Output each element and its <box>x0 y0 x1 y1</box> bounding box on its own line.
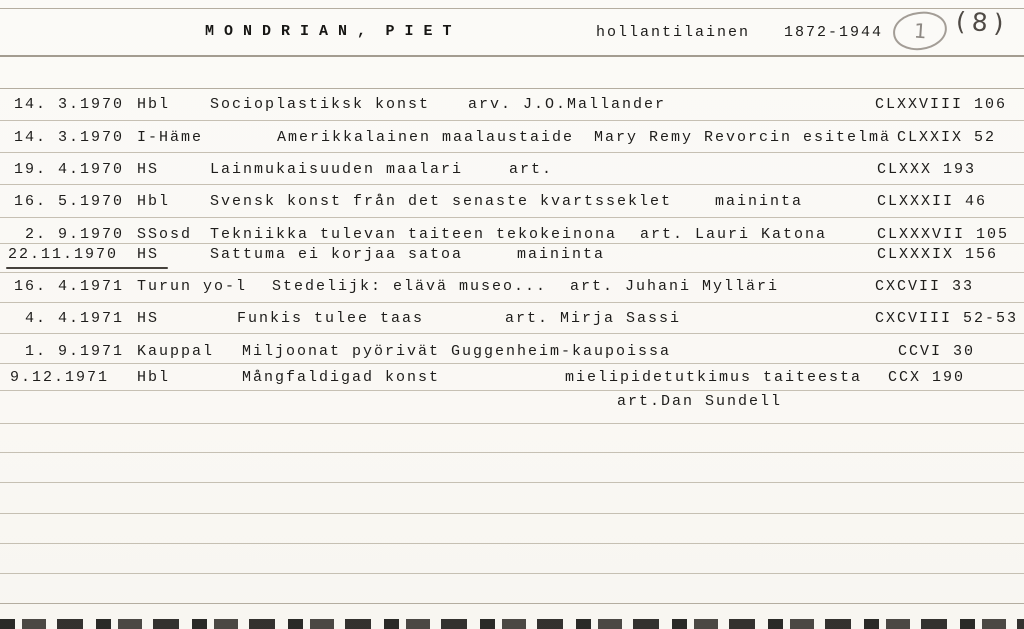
entry-note: Mary Remy Revorcin esitelmä <box>594 129 892 146</box>
card-title: M O N D R I A N , P I E T <box>205 23 453 40</box>
entry-source: HS <box>137 161 160 178</box>
ruled-line <box>0 603 1024 604</box>
entry-title: Funkis tulee taas <box>237 310 425 327</box>
circled-card-number <box>891 9 949 52</box>
ruled-line <box>0 8 1024 9</box>
ruled-line <box>0 333 1024 334</box>
entry-note: maininta <box>517 246 606 263</box>
ruled-line <box>0 573 1024 574</box>
entry-ref: CXCVIII 52-53 <box>875 310 1019 327</box>
scan-bottom-edge <box>0 619 1024 629</box>
entry-note: art. Juhani Mylläri <box>570 278 780 295</box>
ruled-line <box>0 88 1024 89</box>
ruled-line <box>0 55 1024 57</box>
entry-continuation: art.Dan Sundell <box>617 393 783 410</box>
ruled-line <box>0 184 1024 185</box>
ruled-line <box>0 452 1024 453</box>
entry-date: 16. 5.1970 <box>14 193 125 210</box>
entry-date: 19. 4.1970 <box>14 161 125 178</box>
ruled-line <box>0 543 1024 544</box>
entry-ref: CXCVII 33 <box>875 278 975 295</box>
ruled-line <box>0 302 1024 303</box>
entry-ref: CLXXXVII 105 <box>877 226 1010 243</box>
entry-title: Stedelijk: elävä museo... <box>272 278 548 295</box>
entry-note: arv. J.O.Mallander <box>468 96 667 113</box>
ruled-line <box>0 243 1024 244</box>
entry-date: 1. 9.1971 <box>25 343 125 360</box>
entry-title: Lainmukaisuuden maalari <box>210 161 464 178</box>
ruled-line <box>0 482 1024 483</box>
ruled-line <box>0 390 1024 391</box>
entry-source: Kauppal <box>137 343 215 360</box>
handwritten-underline <box>6 267 168 269</box>
ruled-line <box>0 217 1024 218</box>
entry-date: 2. 9.1970 <box>25 226 125 243</box>
entry-ref: CLXXIX 52 <box>897 129 997 146</box>
entry-date: 9.12.1971 <box>10 369 110 386</box>
ruled-line <box>0 513 1024 514</box>
entry-date: 4. 4.1971 <box>25 310 125 327</box>
entry-source: Turun yo-l <box>137 278 248 295</box>
ruled-line <box>0 272 1024 273</box>
entry-title: Sattuma ei korjaa satoa <box>210 246 464 263</box>
entry-source: HS <box>137 246 160 263</box>
entry-ref: CCX 190 <box>888 369 966 386</box>
entry-source: I-Häme <box>137 129 204 146</box>
ruled-line <box>0 363 1024 364</box>
ruled-line <box>0 423 1024 424</box>
card-nationality: hollantilainen <box>596 24 751 41</box>
entry-ref: CLXXVIII 106 <box>875 96 1008 113</box>
ruled-line <box>0 152 1024 153</box>
entry-date: 14. 3.1970 <box>14 129 125 146</box>
entry-ref: CLXXXII 46 <box>877 193 988 210</box>
entry-ref: CCVI 30 <box>898 343 976 360</box>
entry-source: SSosd <box>137 226 193 243</box>
entry-title: Miljoonat pyörivät Guggenheim-kaupoissa <box>242 343 672 360</box>
entry-ref: CLXXXIX 156 <box>877 246 999 263</box>
ruled-line <box>0 120 1024 121</box>
entry-source: Hbl <box>137 193 171 210</box>
entry-title: Tekniikka tulevan taiteen tekokeinona <box>210 226 618 243</box>
entry-note: maininta <box>715 193 804 210</box>
entry-date: 16. 4.1971 <box>14 278 125 295</box>
entry-note: art. <box>509 161 554 178</box>
entry-note: mielipidetutkimus taiteesta <box>565 369 863 386</box>
entry-date: 14. 3.1970 <box>14 96 125 113</box>
entry-ref: CLXXX 193 <box>877 161 977 178</box>
entry-source: Hbl <box>137 369 171 386</box>
entry-note: art. Lauri Katona <box>640 226 828 243</box>
entry-title: Socioplastiksk konst <box>210 96 431 113</box>
handwritten-paren-number: (8) <box>955 6 1011 39</box>
entry-title: Mångfaldigad konst <box>242 369 441 386</box>
entry-title: Svensk konst från det senaste kvartsseklet <box>210 193 673 210</box>
entry-title: Amerikkalainen maalaustaide <box>277 129 575 146</box>
entry-source: Hbl <box>137 96 171 113</box>
entry-source: HS <box>137 310 160 327</box>
card-life-dates: 1872-1944 <box>784 24 884 41</box>
circled-card-number-value: 1 <box>912 18 928 44</box>
entry-date: 22.11.1970 <box>8 246 119 263</box>
entry-note: art. Mirja Sassi <box>505 310 682 327</box>
